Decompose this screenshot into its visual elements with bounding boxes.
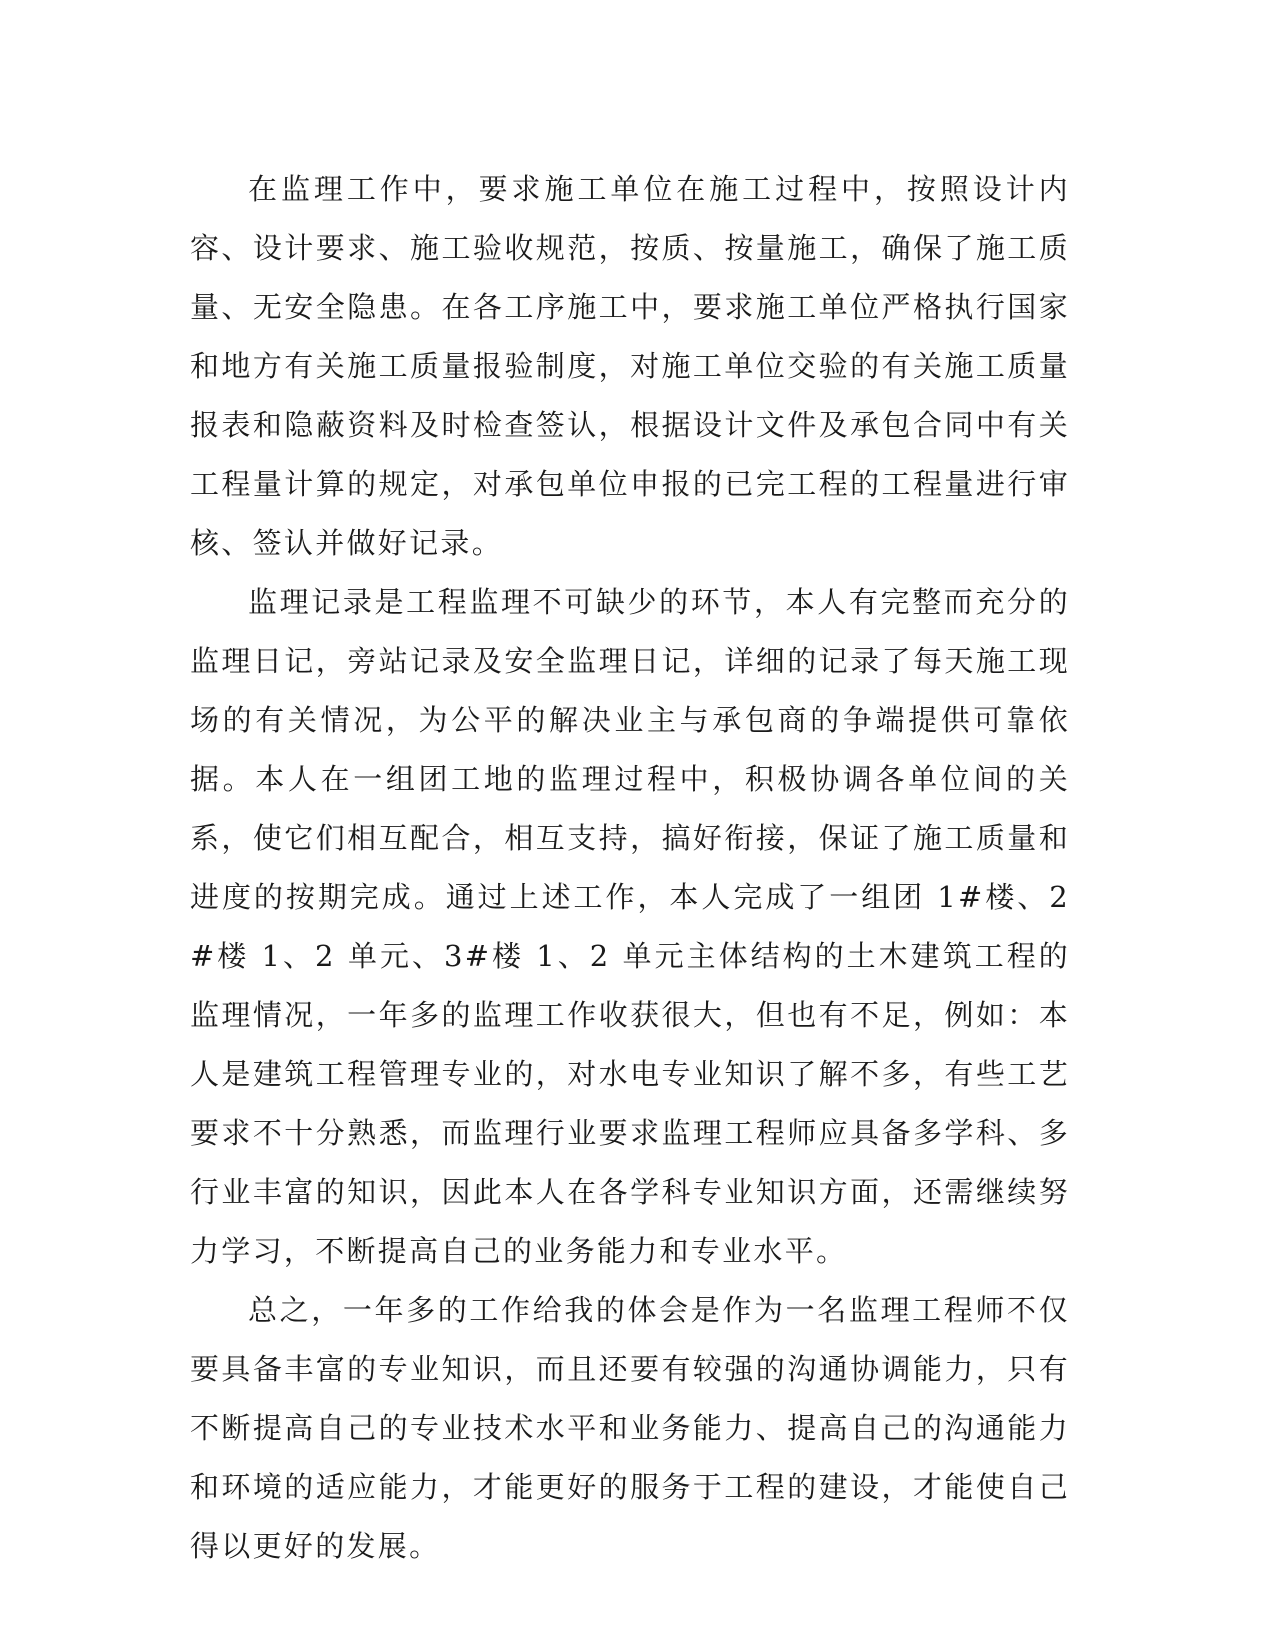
paragraph-supervision-work: 在监理工作中，要求施工单位在施工过程中，按照设计内容、设计要求、施工验收规范，按质、按量施工，确保了施工质量、无安全隐患。在各工序施工中，要求施工单位严格执行国家和地方有关施工质量报验制度，对施工单位交验的有关施工质量报表和隐蔽资料及时检查签认，根据设计文件及承包合同中有关工程量计算的规定，对承包单位申报的已完工程的工程量进行审核、签认并做好记录。 [190,172,1070,560]
document-body [190,160,1070,1576]
paragraph-summary: 总之，一年多的工作给我的体会是作为一名监理工程师不仅要具备丰富的专业知识，而且还要有较强的沟通协调能力，只有不断提高自己的专业技术水平和业务能力、提高自己的沟通能力和环境的适应能力，才能更好的服务于工程的建设，才能使自己得以更好的发展。 [190,1293,1070,1563]
paragraph-supervision-records: 监理记录是工程监理不可缺少的环节，本人有完整而充分的监理日记，旁站记录及安全监理日记，详细的记录了每天施工现场的有关情况，为公平的解决业主与承包商的争端提供可靠依据。本人在一组团工地的监理过程中，积极协调各单位间的关系，使它们相互配合，相互支持，搞好衔接，保证了施工质量和进度的按期完成。通过上述工作，本人完成了一组团 1#楼、2#楼 1、2 单元、3#楼 1、2 单元主体结构的土木建筑工程的监理情况，一年多的监理工作收获很大，但也有不足，例如：本人是建筑工程管理专业的，对水电专业知识了解不多，有些工艺要求不十分熟悉，而监理行业要求监理工程师应具备多学科、多行业丰富的知识，因此本人在各学科专业知识方面，还需继续努力学习，不断提高自己的业务能力和专业水平。 [190,585,1070,1268]
